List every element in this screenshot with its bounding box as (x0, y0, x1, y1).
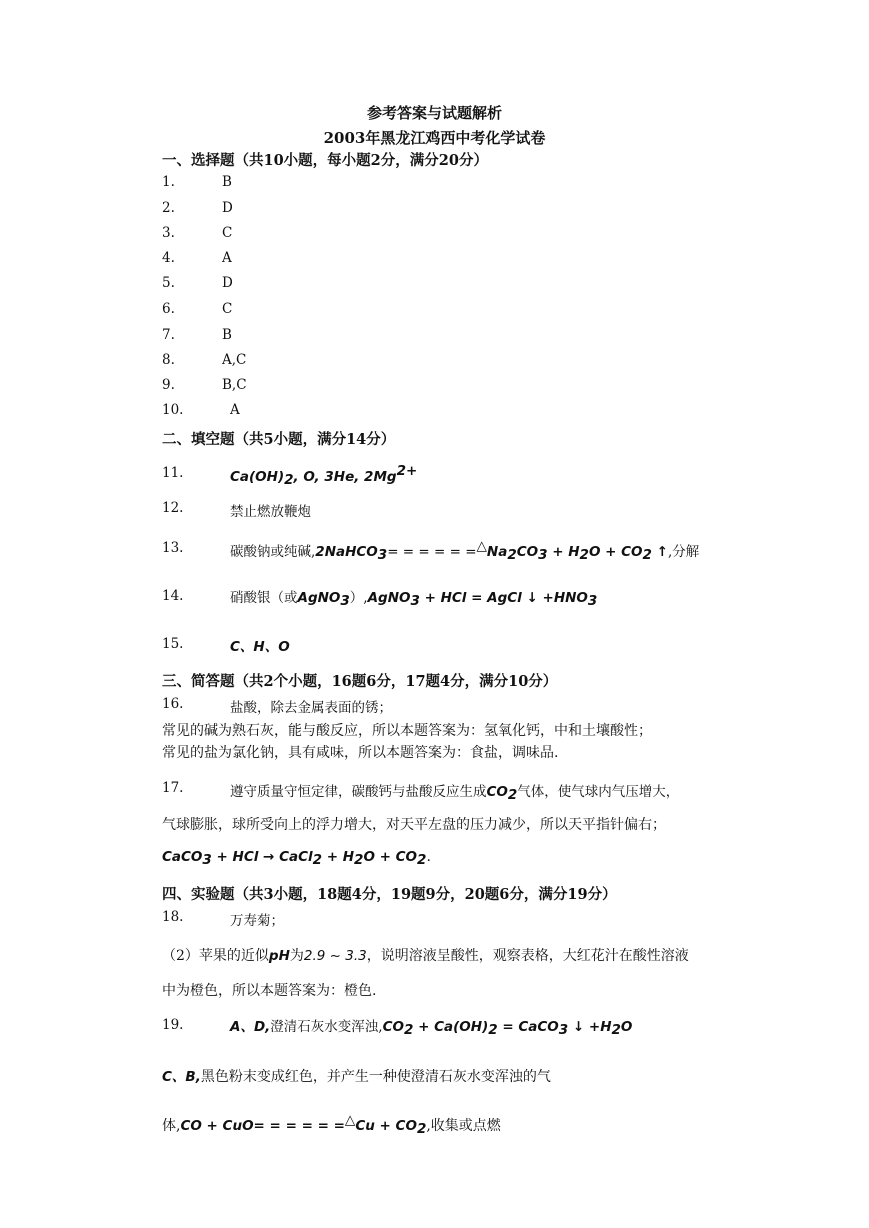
choice-answer: D (222, 275, 233, 291)
answer-text: 盐酸，除去金属表面的锈； (230, 700, 392, 716)
document-subtitle: 2003年黑龙江鸡西中考化学试卷 (323, 129, 546, 147)
choice-answer: A (230, 402, 240, 418)
section-heading-experiment: 四、实验题（共3小题，18题4分，19题9分，20题6分，满分19分） (162, 886, 617, 903)
choice-number: 9. (162, 377, 175, 393)
choice-answer: B (222, 327, 232, 343)
document-title: 参考答案与试题解析 (366, 104, 502, 122)
choice-answer: C (222, 225, 233, 241)
choice-number: 10. (162, 402, 184, 418)
answer-text: 万寿菊； (230, 913, 284, 929)
question-number: 14. (162, 588, 184, 604)
answer-text: 遵守质量守恒定律，碳酸钙与盐酸反应生成$CO_2$气体，使气球内气压增大， (230, 784, 680, 803)
choice-number: 5. (162, 275, 175, 291)
choice-answer: A (222, 250, 232, 266)
answer-text: 中为橙色，所以本题答案为：橙色. (162, 983, 377, 999)
section-heading-fill: 二、填空题（共5小题，满分14分） (162, 431, 396, 448)
answer-text: 常见的碱为熟石灰，能与酸反应，所以本题答案为：氢氧化钙，中和土壤酸性； (162, 723, 652, 739)
choice-number: 2. (162, 200, 175, 216)
answer-text: 禁止燃放鞭炮 (230, 504, 311, 520)
question-number: 13. (162, 540, 184, 556)
choice-number: 8. (162, 352, 175, 368)
choice-number: 7. (162, 327, 175, 343)
section-heading-short: 三、简答题（共2个小题，16题6分，17题4分，满分10分） (162, 673, 558, 690)
question-number: 19. (162, 1017, 184, 1033)
choice-answer: D (222, 200, 233, 216)
choice-number: 6. (162, 301, 175, 317)
question-number: 11. (162, 465, 184, 481)
section-heading-choice: 一、选择题（共10小题，每小题2分，满分20分） (162, 152, 488, 169)
answer-equation: 硝酸银（或AgNO$_3$）,AgNO$_3$ + HCl = AgCl ↓ $+HNO_3$ (230, 590, 598, 609)
question-number: 18. (162, 909, 184, 925)
choice-number: 1. (162, 174, 175, 190)
answer-text: 气球膨胀，球所受向上的浮力增大，对天平左盘的压力减少，所以天平指针偏右； (162, 817, 666, 833)
question-number: 15. (162, 636, 184, 652)
choice-answer: B,C (222, 377, 247, 393)
choice-number: 4. (162, 250, 175, 266)
answer-text: C、B,黑色粉末变成红色，并产生一种使澄清石灰水变浑浊的气 (162, 1069, 551, 1085)
answer-equation: CaCO$_3$ + HCl → CaCl$_2$ + $H_2O + CO_2$. (162, 849, 431, 868)
answer-text: 常见的盐为氯化钠，具有咸味，所以本题答案为：食盐，调味品. (162, 745, 559, 761)
answer-formula: $Ca(OH)_2$, O, 3He, $2Mg^{2+}$ (230, 463, 418, 488)
choice-answer: A,C (222, 352, 247, 368)
choice-answer: B (222, 174, 232, 190)
choice-number: 3. (162, 225, 175, 241)
answer-text: （2）苹果的近似pH为2.9 ~ 3.3，说明溶液呈酸性，观察表格，大红花汁在酸性溶液 (162, 948, 689, 964)
question-number: 16. (162, 696, 184, 712)
answer-equation: A、D,澄清石灰水变浑浊$,CO_2 + Ca(OH)_2$ = CaCO$_3$ ↓ $+H_2O$ (230, 1019, 633, 1038)
answer-formula: C、H、O (230, 639, 290, 655)
answer-equation: 碳酸钠或纯碱,2NaHCO$_3$= = = = = $=^\triangle Na_2CO_3 + H_2O + CO_2$ ↑,分解 (230, 538, 700, 563)
answer-equation: 体,CO + CuO= = = = = $=^\triangle Cu + CO_2$,收集或点燃 (162, 1112, 501, 1137)
question-number: 12. (162, 500, 184, 516)
question-number: 17. (162, 780, 184, 796)
choice-answer: C (222, 301, 233, 317)
